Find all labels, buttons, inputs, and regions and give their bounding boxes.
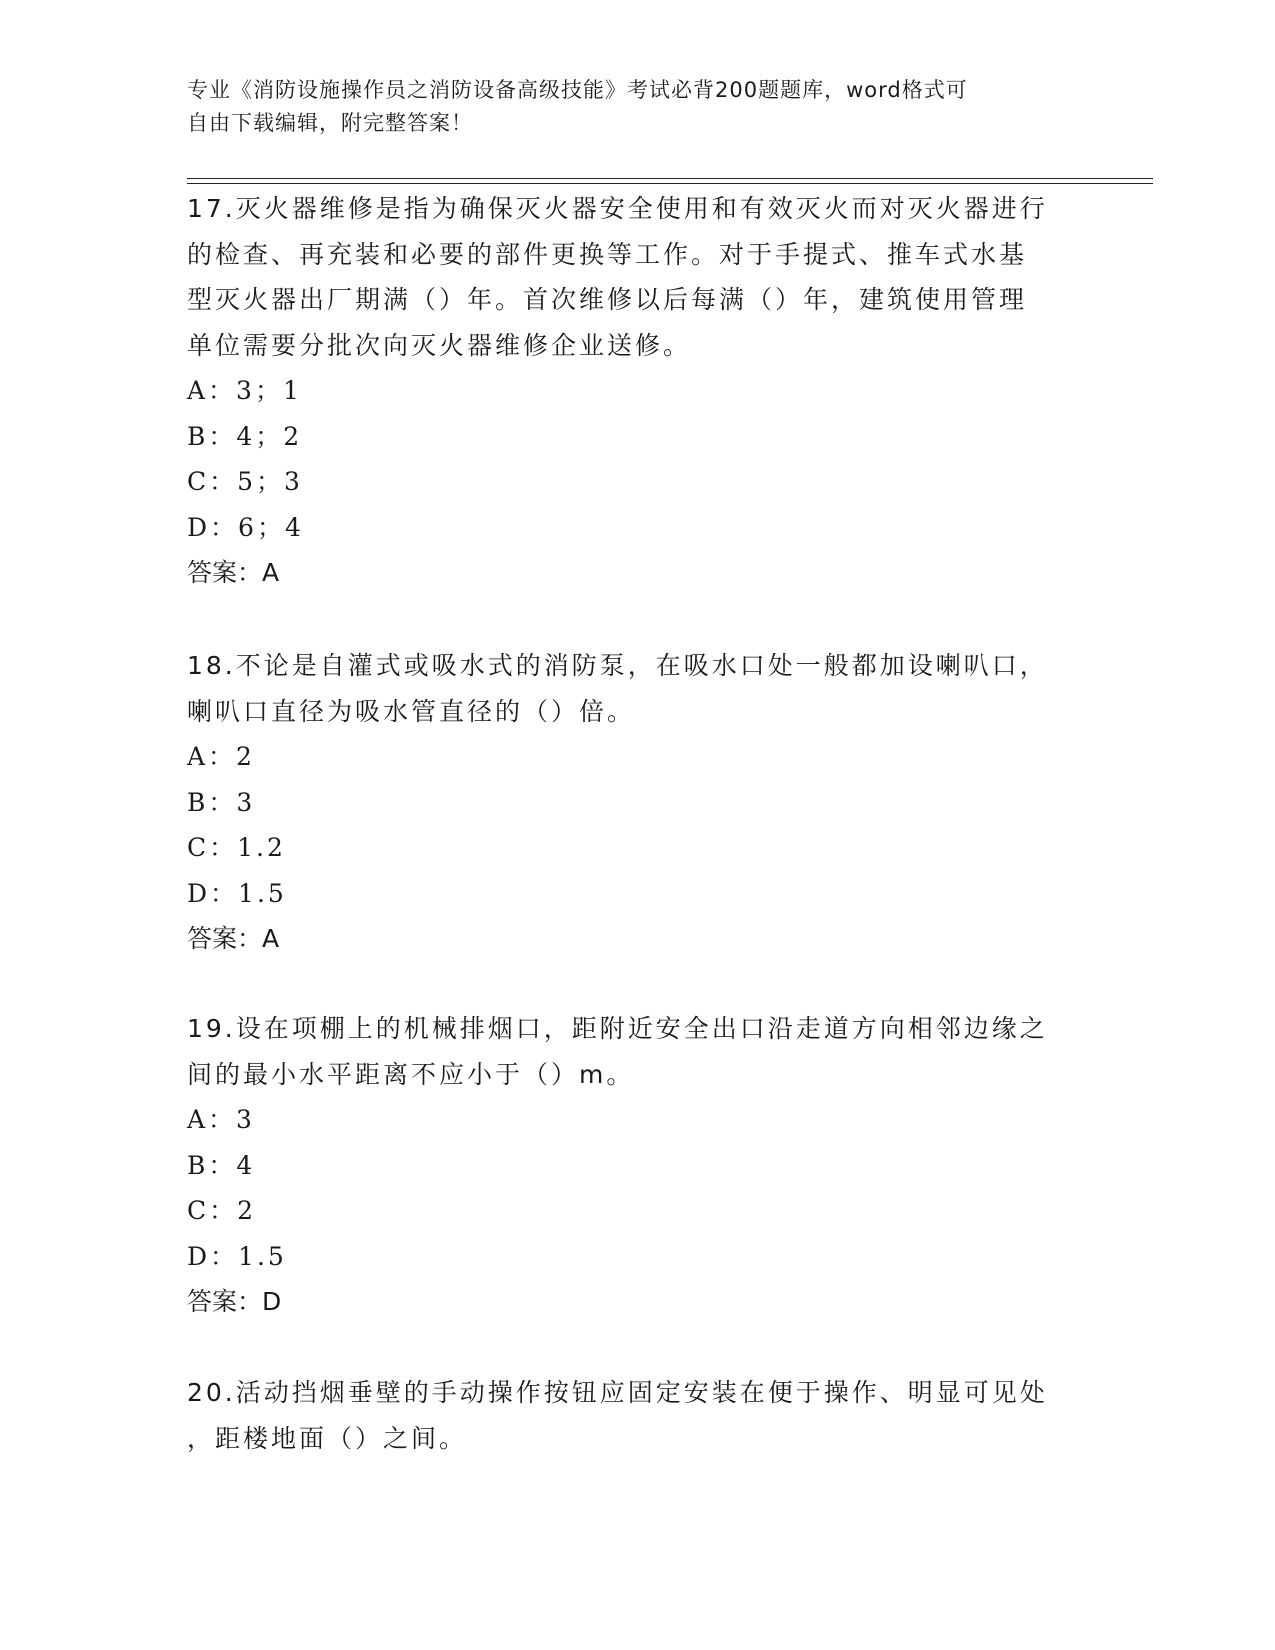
answer-line: 答案：A (187, 558, 280, 587)
option-b: B：4 (187, 1150, 256, 1180)
question-19 (187, 1006, 1087, 1325)
question-stem-line: 单位需要分批次向灭火器维修企业送修。 (187, 330, 692, 360)
question-stem-line: 19.设在项棚上的机械排烟口，距附近安全出口沿走道方向相邻边缘之 (187, 1014, 1048, 1043)
answer-line: 答案：D (187, 1287, 282, 1316)
question-stem-line: ，距楼地面（）之间。 (187, 1423, 468, 1453)
option-a: A：3；1 (187, 376, 302, 405)
option-b: B：3 (187, 787, 256, 817)
option-a: A：3 (187, 1105, 255, 1134)
question-stem-line: 的检查、再充装和必要的部件更换等工作。对于手提式、推车式水基 (187, 239, 1028, 269)
document-header (187, 74, 1087, 140)
question-stem-line: 间的最小水平距离不应小于（）m。 (187, 1059, 635, 1089)
option-d: D：1.5 (187, 1241, 287, 1271)
question-stem-line: 17.灭火器维修是指为确保灭火器安全使用和有效灭火而对灭火器进行 (187, 194, 1048, 223)
question-18 (187, 643, 1087, 962)
option-c: C：2 (187, 1196, 257, 1225)
header-line-1: 专业《消防设施操作员之消防设备高级技能》考试必背200题题库，word格式可 (187, 78, 968, 102)
question-stem-line: 喇叭口直径为吸水管直径的（）倍。 (187, 696, 636, 726)
question-20 (187, 1370, 1087, 1461)
question-stem-line: 18.不论是自灌式或吸水式的消防泵，在吸水口处一般都加设喇叭口， (187, 651, 1048, 680)
question-stem-line: 20.活动挡烟垂壁的手动操作按钮应固定安装在便于操作、明显可见处 (187, 1378, 1048, 1407)
question-stem-line: 型灭火器出厂期满（）年。首次维修以后每满（）年，建筑使用管理 (187, 285, 1028, 314)
option-a: A：2 (187, 742, 255, 771)
header-line-2: 自由下载编辑，附完整答案！ (187, 111, 473, 135)
answer-line: 答案：A (187, 924, 280, 953)
option-c: C：5；3 (187, 467, 303, 496)
header-divider (187, 178, 1153, 184)
option-d: D：6；4 (187, 512, 304, 542)
option-c: C：1.2 (187, 833, 286, 862)
option-b: B：4；2 (187, 421, 303, 451)
option-d: D：1.5 (187, 878, 287, 908)
question-17 (187, 186, 1087, 596)
